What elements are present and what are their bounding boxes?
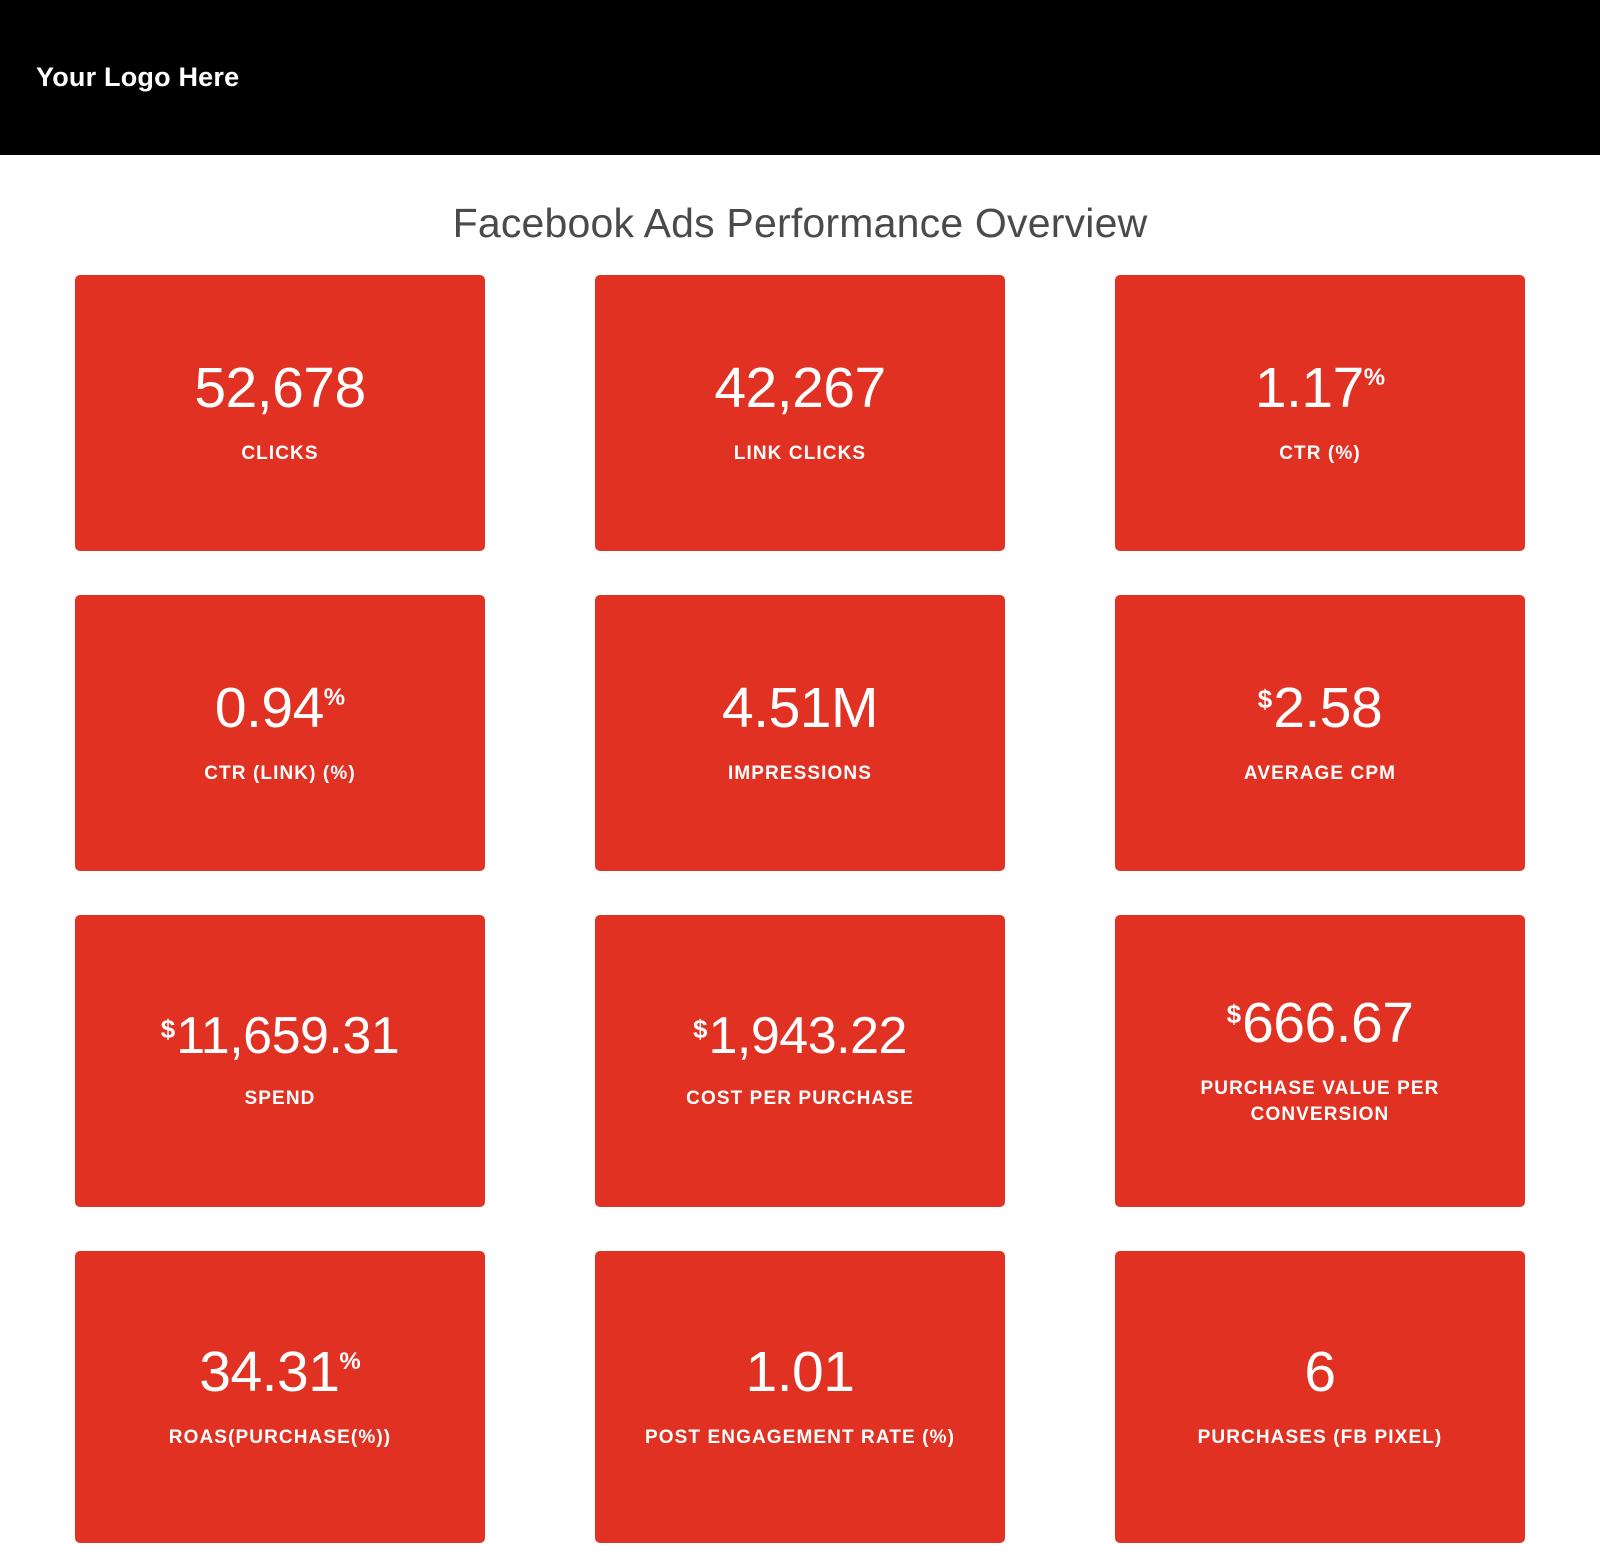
page-title: Facebook Ads Performance Overview xyxy=(452,200,1148,246)
kpi-value-row xyxy=(199,1339,361,1404)
kpi-card-post-engagement-rate[interactable] xyxy=(595,1251,1005,1543)
kpi-value-suffix: % xyxy=(1363,363,1386,391)
kpi-card-spend[interactable] xyxy=(75,915,485,1207)
kpi-value-prefix: $ xyxy=(160,1014,176,1045)
kpi-label: POST ENGAGEMENT RATE (%) xyxy=(645,1426,955,1448)
kpi-value: 11,659.31 xyxy=(176,1007,400,1066)
kpi-value: 2.58 xyxy=(1273,675,1383,740)
kpi-card-impressions[interactable] xyxy=(595,595,1005,871)
kpi-value-suffix: % xyxy=(323,683,346,711)
kpi-value-prefix: $ xyxy=(1226,998,1242,1029)
kpi-value-row xyxy=(160,1007,400,1066)
kpi-value-prefix: $ xyxy=(1257,683,1273,714)
kpi-value-row xyxy=(214,675,346,740)
kpi-value-row xyxy=(194,355,366,420)
kpi-value: 6 xyxy=(1304,1339,1336,1404)
kpi-value-prefix: $ xyxy=(693,1014,708,1045)
kpi-label: LINK CLICKS xyxy=(733,442,867,464)
kpi-value: 4.51M xyxy=(722,675,878,740)
kpi-value-suffix: % xyxy=(339,1347,361,1375)
kpi-card-link-clicks[interactable] xyxy=(595,275,1005,551)
kpi-label: ROAS(PURCHASE(%)) xyxy=(168,1426,392,1448)
kpi-label: IMPRESSIONS xyxy=(727,762,873,784)
kpi-label: CLICKS xyxy=(241,442,319,464)
kpi-value: 1,943.22 xyxy=(708,1007,907,1066)
kpi-card-clicks[interactable] xyxy=(75,275,485,551)
kpi-value-row xyxy=(1254,355,1386,420)
kpi-value-row xyxy=(714,355,886,420)
logo-placeholder-text: Your Logo Here xyxy=(36,62,240,92)
kpi-label: CTR (LINK) (%) xyxy=(204,762,356,784)
kpi-value-row xyxy=(1257,675,1383,740)
header-bar xyxy=(0,0,1600,155)
kpi-value: 0.94 xyxy=(214,675,324,740)
kpi-card-purchases-fb-pixel[interactable] xyxy=(1115,1251,1525,1543)
kpi-label: PURCHASES (FB PIXEL) xyxy=(1197,1426,1443,1448)
kpi-value-row xyxy=(1304,1339,1336,1404)
kpi-card-ctr[interactable] xyxy=(1115,275,1525,551)
kpi-card-roas[interactable] xyxy=(75,1251,485,1543)
kpi-value: 666.67 xyxy=(1242,990,1414,1055)
kpi-card-cost-per-purchase[interactable] xyxy=(595,915,1005,1207)
kpi-value-row xyxy=(722,675,878,740)
kpi-card-average-cpm[interactable] xyxy=(1115,595,1525,871)
kpi-label: COST PER PURCHASE xyxy=(686,1088,914,1110)
kpi-card-ctr-link[interactable] xyxy=(75,595,485,871)
kpi-label: PURCHASE VALUE PER CONVERSION xyxy=(1200,1077,1440,1125)
kpi-card-purchase-value-per-conversion[interactable] xyxy=(1115,915,1525,1207)
kpi-value-row xyxy=(1226,990,1414,1055)
kpi-value: 42,267 xyxy=(714,355,886,420)
kpi-value: 52,678 xyxy=(194,355,366,420)
kpi-value-row xyxy=(693,1007,907,1066)
kpi-value: 1.17 xyxy=(1254,355,1364,420)
kpi-grid xyxy=(75,275,1525,1543)
kpi-value: 1.01 xyxy=(745,1339,855,1404)
kpi-value: 34.31 xyxy=(199,1339,340,1404)
kpi-value-row xyxy=(745,1339,855,1404)
kpi-label: CTR (%) xyxy=(1279,442,1361,464)
kpi-label: SPEND xyxy=(244,1088,316,1110)
kpi-label: AVERAGE CPM xyxy=(1243,762,1397,784)
